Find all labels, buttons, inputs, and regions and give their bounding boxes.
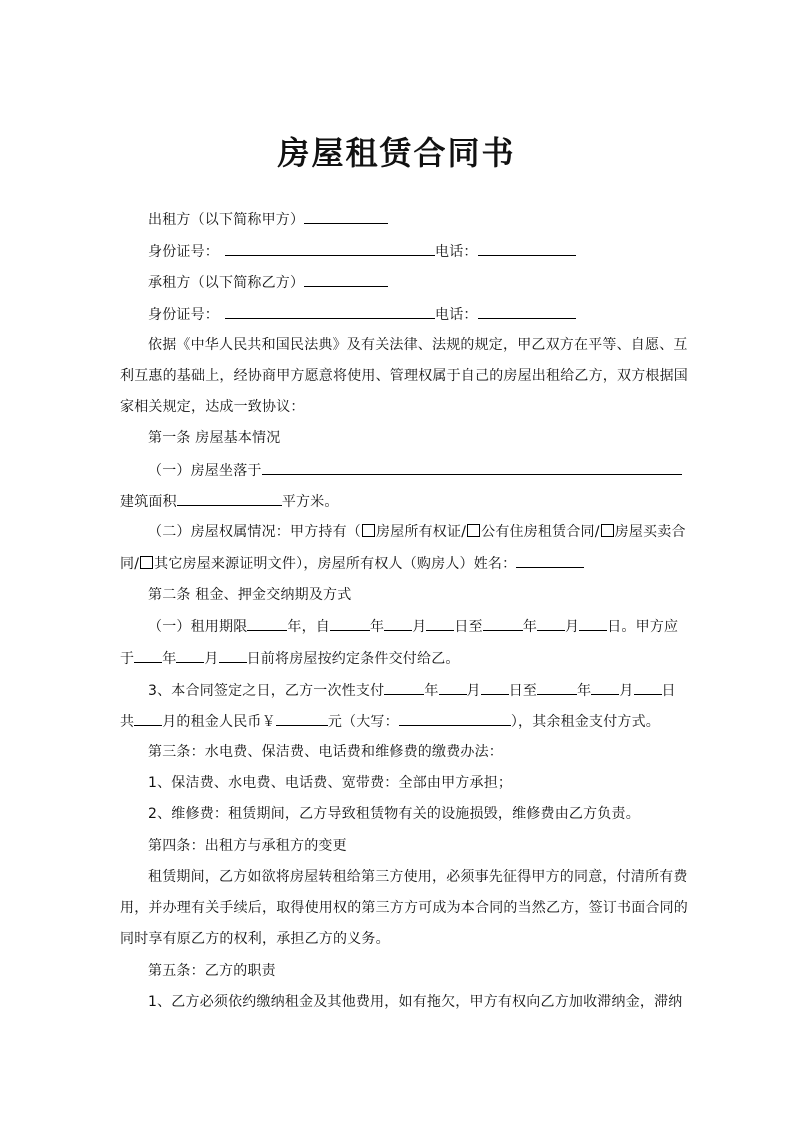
pay-end-day-blank[interactable] (634, 680, 662, 695)
location-blank[interactable] (262, 460, 682, 475)
area-blank[interactable] (177, 491, 282, 506)
area-line (120, 491, 339, 512)
start-day-blank[interactable] (426, 616, 454, 631)
checkbox-property-cert[interactable] (362, 524, 375, 537)
preamble-line-2: 利互惠的基础上，经协商甲方愿意将使用、管理权属于自己的房屋出租给乙方，双方根据国 (120, 368, 688, 384)
option-purchase-contract: 房屋买卖合 (614, 524, 686, 540)
text-year: 年 (577, 683, 592, 699)
handover-day-blank[interactable] (219, 648, 247, 663)
ownership-line-1 (148, 522, 686, 542)
lessee-phone-blank[interactable] (478, 304, 576, 319)
area-label: 建筑面积 (120, 494, 177, 510)
handover-text: 日前将房屋按约定条件交付给乙。 (246, 651, 460, 667)
text-year: 年 (522, 619, 538, 635)
article-5-heading: 第五条：乙方的职责 (148, 963, 276, 979)
remaining-rent-text: ），其余租金支付方式。 (510, 714, 661, 730)
rent-amount-blank[interactable] (276, 711, 328, 726)
text-year-from: 年，自 (287, 619, 331, 635)
payment-label: 3、本合同签定之日，乙方一次性支付 (148, 683, 385, 699)
text-day-party-a: 日。甲方应 (607, 619, 679, 635)
pay-end-month-blank[interactable] (591, 680, 619, 695)
article-4-line-2: 用，并办理有关手续后，取得使用权的第三方方可成为本合同的当然乙方，签订书面合同的 (120, 900, 688, 916)
rent-words-label: 元（大写： (327, 714, 399, 730)
owner-name-label: 其它房屋来源证明文件），房屋所有权人（购房人）姓名： (154, 556, 517, 572)
text-day: 日 (661, 683, 676, 699)
lessor-id-line (148, 241, 576, 262)
article-2-heading: 第二条 租金、押金交纳期及方式 (148, 587, 352, 603)
article-3-heading: 第三条：水电费、保洁费、电话费和维修费的缴费办法： (148, 744, 503, 760)
lease-term-line-1 (148, 616, 678, 637)
location-label: （一）房屋坐落于 (148, 463, 262, 479)
text-year: 年 (424, 683, 439, 699)
checkbox-other-proof[interactable] (140, 556, 153, 569)
text-year: 年 (162, 651, 177, 667)
text-month: 月 (466, 683, 481, 699)
article-5-item-1: 1、乙方必须依约缴纳租金及其他费用，如有拖欠，甲方有权向乙方加收滞纳金，滞纳 (148, 994, 683, 1010)
article-4-line-1: 租赁期间，乙方如欲将房屋转租给第三方使用，必须事先征得甲方的同意，付清所有费 (148, 869, 688, 885)
text-day-to: 日至 (508, 683, 538, 699)
months-blank[interactable] (134, 711, 162, 726)
lessee-id-blank[interactable] (225, 304, 435, 319)
start-month-blank[interactable] (384, 616, 412, 631)
rent-words-blank[interactable] (399, 711, 511, 726)
lessor-phone-label: 电话： (435, 244, 478, 260)
term-years-blank[interactable] (247, 616, 287, 631)
text-total: 共 (120, 714, 135, 730)
area-unit: 平方米。 (281, 494, 339, 510)
article-4-heading: 第四条：出租方与承租方的变更 (148, 838, 347, 854)
lessor-id-label: 身份证号： (148, 244, 219, 260)
text-month: 月 (204, 651, 219, 667)
end-day-blank[interactable] (579, 616, 607, 631)
preamble-line-3: 家相关规定，达成一致协议： (120, 399, 305, 415)
preamble-line-1: 依据《中华人民共和国民法典》及有关法律、法规的规定，甲乙双方在平等、自愿、互 (148, 337, 688, 353)
ownership-intro: （二）房屋权属情况：甲方持有（ (148, 524, 361, 540)
lessor-line (148, 209, 388, 230)
handover-month-blank[interactable] (176, 648, 204, 663)
lessor-id-blank[interactable] (225, 241, 435, 256)
text-year: 年 (370, 619, 385, 635)
lessor-name-blank[interactable] (304, 209, 388, 224)
lessor-phone-blank[interactable] (478, 241, 576, 256)
lessee-name-blank[interactable] (304, 272, 388, 287)
text-month: 月 (619, 683, 634, 699)
lessee-label: 承租方（以下简称乙方） (148, 275, 305, 291)
start-year-blank[interactable] (330, 616, 370, 631)
checkbox-public-housing[interactable] (467, 524, 480, 537)
pay-end-year-blank[interactable] (537, 680, 577, 695)
checkbox-purchase-contract[interactable] (601, 524, 614, 537)
handover-year-blank[interactable] (134, 648, 162, 663)
article-3-item-2: 2、维修费：租赁期间，乙方导致租赁物有关的设施损毁，维修费由乙方负责。 (148, 806, 640, 822)
option-purchase-contract-end: 同/ (120, 556, 140, 572)
location-line (148, 460, 682, 481)
lessee-phone-label: 电话： (435, 307, 478, 323)
article-4-line-3: 同时享有原乙方的权利，承担乙方的义务。 (120, 931, 390, 947)
ownership-line-2 (120, 553, 584, 574)
end-month-blank[interactable] (537, 616, 565, 631)
option-public-housing: 公有住房租赁合同/ (481, 524, 600, 540)
lessor-label: 出租方（以下简称甲方） (148, 212, 305, 228)
pay-start-year-blank[interactable] (384, 680, 424, 695)
text-month: 月 (565, 619, 580, 635)
lease-term-line-2 (120, 648, 460, 669)
article-1-heading: 第一条 房屋基本情况 (148, 430, 281, 446)
text-at: 于 (120, 651, 135, 667)
pay-start-month-blank[interactable] (439, 680, 467, 695)
option-property-cert: 房屋所有权证/ (376, 524, 467, 540)
text-day-to: 日至 (454, 619, 483, 635)
payment-line-1 (148, 680, 676, 701)
end-year-blank[interactable] (483, 616, 523, 631)
lessee-id-label: 身份证号： (148, 307, 219, 323)
lessee-id-line (148, 304, 576, 325)
lessee-line (148, 272, 388, 293)
lease-term-label: （一）租用期限 (148, 619, 248, 635)
text-month: 月 (412, 619, 427, 635)
owner-name-blank[interactable] (516, 553, 584, 568)
payment-line-2 (120, 711, 660, 732)
pay-start-day-blank[interactable] (481, 680, 509, 695)
article-3-item-1: 1、保洁费、水电费、电话费、宽带费：全部由甲方承担； (148, 775, 513, 791)
document-title: 房屋租赁合同书 (277, 134, 516, 172)
rent-amount-label: 月的租金人民币￥ (162, 714, 276, 730)
